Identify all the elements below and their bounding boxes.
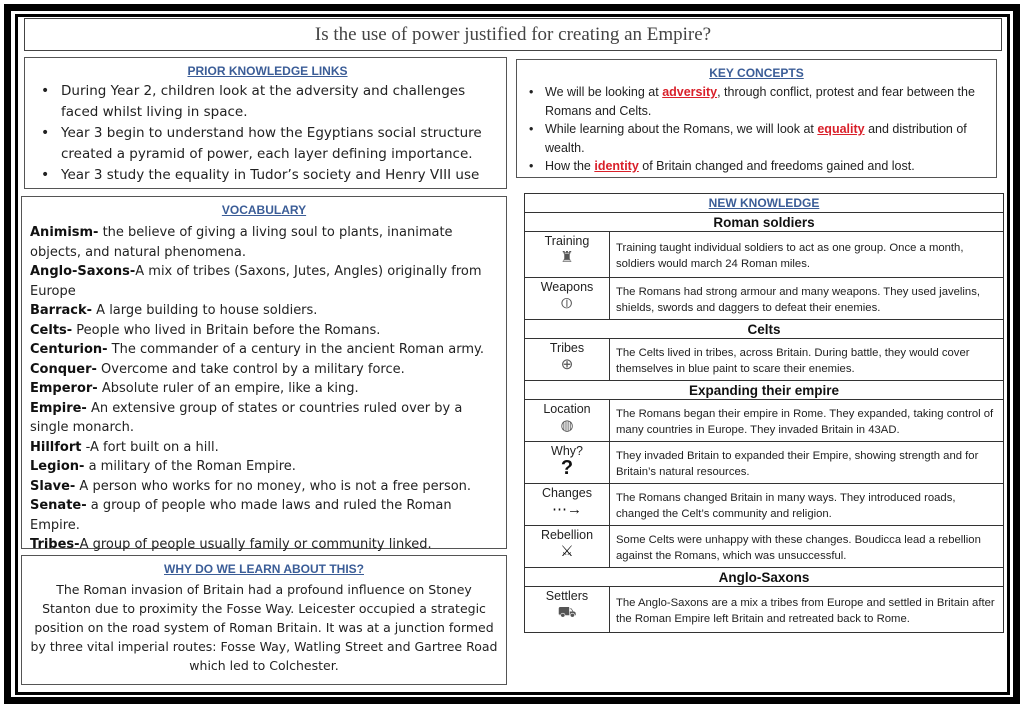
vocab-entry (30, 379, 498, 399)
row-label: Settlers (545, 589, 589, 603)
arrow-right-icon: ⋯→ (552, 501, 582, 518)
row-text: Some Celts were unhappy with these changes. Boudicca lead a rebellion against the Romans, which was unsuccessful. (610, 526, 1004, 568)
key-concept-text: How the (545, 159, 595, 173)
key-concept-text: , through conflict, protest and fear between the Romans and Celts. (545, 85, 975, 118)
key-concepts-panel (516, 59, 997, 178)
row-text: The Romans began their empire in Rome. They expanded, taking control of many countries in Europe. They invaded Britain in 43AD. (610, 400, 1004, 442)
vocab-term: Legion- (30, 459, 85, 474)
vocab-term: Senate- (30, 498, 87, 513)
page-title-box (24, 18, 1002, 51)
vocab-entry (30, 301, 498, 321)
row-label: Why? (551, 444, 583, 458)
prior-knowledge-item: • Year 3 study the equality in Tudor’s society and Henry VIII use (39, 165, 496, 186)
row-text: The Anglo-Saxons are a mix a tribes from Europe and settled in Britain after the Roman Empire left Britain and retreated back to Rome. (610, 587, 1004, 633)
knowledge-row (525, 339, 1004, 381)
vocab-definition: A person who works for no money, who is not a free person. (75, 478, 472, 494)
vocab-term: Barrack- (30, 303, 93, 318)
vocab-definition: Overcome and take control by a military force. (96, 361, 405, 377)
vocab-term: Centurion- (30, 342, 108, 357)
vocab-entry (30, 477, 498, 497)
soldier-icon: ♜ (560, 249, 574, 266)
why-learn-heading: WHY DO WE LEARN ABOUT THIS? (164, 562, 364, 576)
knowledge-row (525, 442, 1004, 484)
vocab-entry (30, 223, 498, 262)
vocab-definition: A large building to house soldiers. (92, 303, 318, 318)
why-learn-panel (21, 555, 507, 685)
vocab-term: Celts- (30, 322, 73, 338)
row-label: Weapons (540, 280, 594, 294)
vocab-entry (30, 360, 498, 380)
key-concept-item (527, 120, 986, 157)
vocab-term: Empire- (30, 400, 87, 416)
shield-icon: ⦶ (561, 295, 573, 312)
knowledge-row (525, 232, 1004, 278)
vocab-definition: People who lived in Britain before the Romans. (72, 322, 381, 338)
vocab-term: Tribes- (30, 537, 80, 552)
vocab-definition: a group of people who made laws and ruled the Roman Empire. (30, 498, 452, 533)
vocab-entry (30, 340, 498, 360)
row-text: The Romans changed Britain in many ways. They introduced roads, changed the Celt’s community and religion. (610, 484, 1004, 526)
vocab-definition: A mix of tribes (Saxons, Jutes, Angles) originally from Europe (30, 264, 482, 299)
key-concept-item (527, 83, 986, 120)
key-concept-keyword: adversity (662, 85, 718, 99)
vocab-definition: the believe of giving a living soul to plants, inanimate objects, and natural phenomena. (30, 225, 453, 260)
section-title: Celts (525, 320, 1004, 339)
vocab-term: Anglo-Saxons- (30, 264, 136, 279)
row-label: Training (544, 234, 590, 248)
prior-knowledge-list (39, 81, 496, 186)
row-text: The Romans had strong armour and many weapons. They used javelins, shields, swords and daggers to defeat their enemies. (610, 278, 1004, 320)
celtic-shield-icon: ⊕ (560, 356, 574, 373)
row-label: Location (543, 402, 591, 416)
vocab-entry (30, 457, 498, 477)
vocab-definition: An extensive group of states or countries ruled over by a single monarch. (30, 400, 463, 435)
vocab-term: Hillfort (30, 439, 82, 455)
vocabulary-heading: VOCABULARY (221, 203, 307, 217)
row-label: Rebellion (540, 528, 594, 542)
knowledge-row (525, 484, 1004, 526)
prior-knowledge-item: • Year 3 begin to understand how the Egyptians social structure created a pyramid of power, each layer defining importance. (39, 123, 496, 165)
row-label: Tribes (549, 341, 585, 355)
vocab-definition: A group of people usually family or community linked. (79, 537, 432, 552)
new-knowledge-heading: NEW KNOWLEDGE (708, 196, 820, 210)
vocab-definition: Absolute ruler of an empire, like a king. (97, 381, 359, 396)
battle-icon: ⚔ (560, 543, 574, 560)
vocab-term: Emperor- (30, 381, 98, 396)
vocab-entry (30, 438, 498, 458)
vocab-definition: a military of the Roman Empire. (84, 459, 296, 474)
vocab-term: Slave- (30, 478, 76, 494)
vocab-entry (30, 399, 498, 438)
vocab-entry (30, 496, 498, 535)
vocab-entry (30, 535, 498, 555)
section-title: Anglo-Saxons (525, 568, 1004, 587)
globe-icon: ◍ (560, 417, 574, 434)
vocab-definition: The commander of a century in the ancient Roman army. (107, 342, 484, 357)
knowledge-row (525, 278, 1004, 320)
vocab-entry (30, 262, 498, 301)
key-concepts-list (527, 83, 986, 176)
vocab-entry (30, 321, 498, 341)
new-knowledge-heading-cell (525, 194, 1004, 213)
new-knowledge-table (524, 193, 1004, 633)
key-concept-keyword: equality (817, 122, 865, 136)
knowledge-row (525, 526, 1004, 568)
prior-knowledge-item: • During Year 2, children look at the adversity and challenges faced whilst living in space. (39, 81, 496, 123)
section-title: Roman soldiers (525, 213, 1004, 232)
knowledge-row (525, 400, 1004, 442)
key-concept-item (527, 157, 986, 176)
key-concept-text: While learning about the Romans, we will look at (545, 122, 818, 136)
key-concept-keyword: identity (594, 159, 639, 173)
row-text: The Celts lived in tribes, across Britain. During battle, they would cover themselves in blue paint to scare their enemies. (610, 339, 1004, 381)
row-text: They invaded Britain to expanded their Empire, showing strength and for Britain’s natural resources. (610, 442, 1004, 484)
row-label: Changes (541, 486, 593, 500)
prior-knowledge-heading: PRIOR KNOWLEDGE LINKS (187, 64, 348, 78)
key-concept-text: We will be looking at (545, 85, 663, 99)
vocabulary-panel (21, 196, 507, 552)
section-title: Expanding their empire (525, 381, 1004, 400)
vocab-definition: -A fort built on a hill. (81, 439, 219, 455)
wagon-icon: ⛟ (557, 604, 577, 621)
row-text: Training taught individual soldiers to act as one group. Once a month, soldiers would march 24 Roman miles. (610, 232, 1004, 278)
key-concepts-heading: KEY CONCEPTS (709, 66, 804, 80)
prior-knowledge-panel (24, 57, 507, 189)
knowledge-row (525, 587, 1004, 633)
why-learn-text: The Roman invasion of Britain had a profound influence on Stoney Stanton due to proximity the Fosse Way. Leicester occupied a strategic position on the road system of Roman Britain. It was at a junction formed by three vital imperial routes: Fosse Way, Watling Street and Gartree Road which led to Colchester. (30, 582, 498, 673)
vocab-term: Animism- (30, 225, 99, 240)
vocab-term: Conquer- (30, 361, 97, 377)
key-concept-text: and distribution of wealth. (545, 122, 967, 155)
question-icon: ? (560, 457, 574, 479)
page-title: Is the use of power justified for creating an Empire? (314, 23, 712, 45)
key-concept-text: of Britain changed and freedoms gained and lost. (638, 159, 915, 173)
